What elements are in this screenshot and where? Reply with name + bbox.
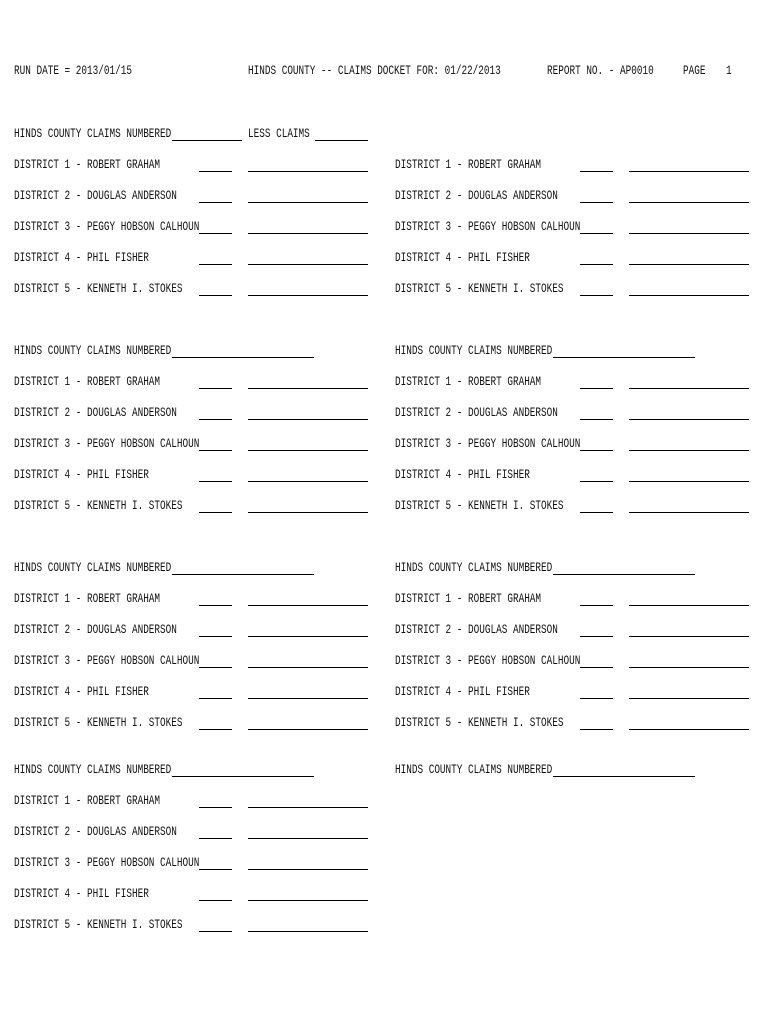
block-3-right-district-4-count-field[interactable] [580, 698, 613, 699]
block-1-left-district-2-amount-field[interactable] [248, 202, 368, 203]
block-3-right-claims-numbered-label: HINDS COUNTY CLAIMS NUMBERED [395, 560, 553, 575]
block-2-right-district-1-amount-field[interactable] [629, 388, 749, 389]
block-1-left-district-1-count-field[interactable] [199, 171, 232, 172]
block-4-left-claims-number-field[interactable] [172, 776, 314, 777]
block-2-left-district-4-label: DISTRICT 4 - PHIL FISHER [14, 467, 149, 482]
block-1-right-district-1-label: DISTRICT 1 - ROBERT GRAHAM [395, 157, 542, 172]
block-2-left-district-2-count-field[interactable] [199, 419, 232, 420]
block-4-left-district-5-label: DISTRICT 5 - KENNETH I. STOKES [14, 917, 183, 932]
block-3-left-district-5-label: DISTRICT 5 - KENNETH I. STOKES [14, 715, 183, 730]
block-1-left-district-1-label: DISTRICT 1 - ROBERT GRAHAM [14, 157, 161, 172]
block-3-right-district-5-count-field[interactable] [580, 729, 613, 730]
block-2-right-district-4-amount-field[interactable] [629, 481, 749, 482]
block-3-left-district-3-count-field[interactable] [199, 667, 232, 668]
block-3-right-district-1-count-field[interactable] [580, 605, 613, 606]
block-1-right-district-5-amount-field[interactable] [629, 295, 749, 296]
block-2-right-district-3-label: DISTRICT 3 - PEGGY HOBSON CALHOUN [395, 436, 581, 451]
block-1-right-district-1-amount-field[interactable] [629, 171, 749, 172]
block-2-left-district-1-amount-field[interactable] [248, 388, 368, 389]
block-3-right-district-2-count-field[interactable] [580, 636, 613, 637]
run-date: RUN DATE = 2013/01/15 [14, 63, 132, 78]
block-4-left-district-1-count-field[interactable] [199, 807, 232, 808]
block-2-right-district-4-label: DISTRICT 4 - PHIL FISHER [395, 467, 530, 482]
block-4-left-claims-numbered-label: HINDS COUNTY CLAIMS NUMBERED [14, 762, 172, 777]
block-2-left-district-5-count-field[interactable] [199, 512, 232, 513]
block-1-right-district-4-count-field[interactable] [580, 264, 613, 265]
block-2-right-claims-numbered-label: HINDS COUNTY CLAIMS NUMBERED [395, 343, 553, 358]
block-3-left-district-4-count-field[interactable] [199, 698, 232, 699]
block-3-left-district-2-amount-field[interactable] [248, 636, 368, 637]
block-3-left-claims-number-field[interactable] [172, 574, 314, 575]
page-label: PAGE [683, 63, 706, 78]
block-2-left-claims-number-field[interactable] [172, 357, 314, 358]
block-2-left-district-3-amount-field[interactable] [248, 450, 368, 451]
block-3-right-district-2-amount-field[interactable] [629, 636, 749, 637]
block-3-left-district-1-label: DISTRICT 1 - ROBERT GRAHAM [14, 591, 161, 606]
block-2-left-district-4-count-field[interactable] [199, 481, 232, 482]
block-3-right-district-5-label: DISTRICT 5 - KENNETH I. STOKES [395, 715, 564, 730]
block-4-left-district-4-label: DISTRICT 4 - PHIL FISHER [14, 886, 149, 901]
block-3-right-claims-number-field[interactable] [553, 574, 695, 575]
block-1-left-district-3-label: DISTRICT 3 - PEGGY HOBSON CALHOUN [14, 219, 200, 234]
block-2-left-district-4-amount-field[interactable] [248, 481, 368, 482]
block-2-right-district-5-count-field[interactable] [580, 512, 613, 513]
block-2-right-district-5-amount-field[interactable] [629, 512, 749, 513]
block-1-right-district-2-amount-field[interactable] [629, 202, 749, 203]
block-1-less-claims-label: LESS CLAIMS [248, 126, 310, 141]
block-1-right-district-5-label: DISTRICT 5 - KENNETH I. STOKES [395, 281, 564, 296]
block-4-left-district-1-amount-field[interactable] [248, 807, 368, 808]
report-number: REPORT NO. - AP0010 [547, 63, 654, 78]
block-4-left-district-1-label: DISTRICT 1 - ROBERT GRAHAM [14, 793, 161, 808]
block-3-right-district-3-amount-field[interactable] [629, 667, 749, 668]
block-1-claims-numbered-label: HINDS COUNTY CLAIMS NUMBERED [14, 126, 172, 141]
block-4-left-district-4-count-field[interactable] [199, 900, 232, 901]
block-2-right-district-2-label: DISTRICT 2 - DOUGLAS ANDERSON [395, 405, 558, 420]
block-1-left-district-4-count-field[interactable] [199, 264, 232, 265]
block-1-left-district-4-amount-field[interactable] [248, 264, 368, 265]
block-1-right-district-4-label: DISTRICT 4 - PHIL FISHER [395, 250, 530, 265]
block-4-left-district-2-amount-field[interactable] [248, 838, 368, 839]
block-1-left-district-3-amount-field[interactable] [248, 233, 368, 234]
block-2-right-district-1-label: DISTRICT 1 - ROBERT GRAHAM [395, 374, 542, 389]
block-1-left-district-5-count-field[interactable] [199, 295, 232, 296]
block-1-left-district-3-count-field[interactable] [199, 233, 232, 234]
block-4-left-district-2-label: DISTRICT 2 - DOUGLAS ANDERSON [14, 824, 177, 839]
block-4-left-district-4-amount-field[interactable] [248, 900, 368, 901]
block-4-right-claims-numbered-label: HINDS COUNTY CLAIMS NUMBERED [395, 762, 553, 777]
block-3-right-district-3-count-field[interactable] [580, 667, 613, 668]
block-4-left-district-2-count-field[interactable] [199, 838, 232, 839]
block-4-left-district-3-amount-field[interactable] [248, 869, 368, 870]
block-3-right-district-2-label: DISTRICT 2 - DOUGLAS ANDERSON [395, 622, 558, 637]
block-2-right-district-1-count-field[interactable] [580, 388, 613, 389]
block-2-right-district-5-label: DISTRICT 5 - KENNETH I. STOKES [395, 498, 564, 513]
block-1-left-district-1-amount-field[interactable] [248, 171, 368, 172]
block-1-right-district-2-label: DISTRICT 2 - DOUGLAS ANDERSON [395, 188, 558, 203]
block-1-right-district-1-count-field[interactable] [580, 171, 613, 172]
block-2-right-district-4-count-field[interactable] [580, 481, 613, 482]
block-3-left-district-5-count-field[interactable] [199, 729, 232, 730]
block-4-right-claims-number-field[interactable] [553, 776, 695, 777]
block-2-left-claims-numbered-label: HINDS COUNTY CLAIMS NUMBERED [14, 343, 172, 358]
block-2-right-district-3-count-field[interactable] [580, 450, 613, 451]
block-1-left-district-2-count-field[interactable] [199, 202, 232, 203]
block-3-left-district-2-label: DISTRICT 2 - DOUGLAS ANDERSON [14, 622, 177, 637]
block-1-claims-number-field[interactable] [172, 140, 242, 141]
block-3-right-district-4-amount-field[interactable] [629, 698, 749, 699]
block-2-left-district-5-amount-field[interactable] [248, 512, 368, 513]
block-3-left-district-4-amount-field[interactable] [248, 698, 368, 699]
block-1-right-district-3-label: DISTRICT 3 - PEGGY HOBSON CALHOUN [395, 219, 581, 234]
block-4-left-district-3-label: DISTRICT 3 - PEGGY HOBSON CALHOUN [14, 855, 200, 870]
block-3-left-claims-numbered-label: HINDS COUNTY CLAIMS NUMBERED [14, 560, 172, 575]
block-3-left-district-3-label: DISTRICT 3 - PEGGY HOBSON CALHOUN [14, 653, 200, 668]
block-2-right-district-3-amount-field[interactable] [629, 450, 749, 451]
block-2-left-district-1-count-field[interactable] [199, 388, 232, 389]
block-2-left-district-1-label: DISTRICT 1 - ROBERT GRAHAM [14, 374, 161, 389]
block-1-left-district-5-label: DISTRICT 5 - KENNETH I. STOKES [14, 281, 183, 296]
block-1-left-district-4-label: DISTRICT 4 - PHIL FISHER [14, 250, 149, 265]
block-2-left-district-2-label: DISTRICT 2 - DOUGLAS ANDERSON [14, 405, 177, 420]
block-2-left-district-3-label: DISTRICT 3 - PEGGY HOBSON CALHOUN [14, 436, 200, 451]
block-3-left-district-2-count-field[interactable] [199, 636, 232, 637]
block-3-right-district-1-label: DISTRICT 1 - ROBERT GRAHAM [395, 591, 542, 606]
report-title: HINDS COUNTY -- CLAIMS DOCKET FOR: 01/22/2013 [248, 63, 501, 78]
block-3-right-district-3-label: DISTRICT 3 - PEGGY HOBSON CALHOUN [395, 653, 581, 668]
block-3-left-district-3-amount-field[interactable] [248, 667, 368, 668]
block-4-left-district-5-count-field[interactable] [199, 931, 232, 932]
block-3-left-district-1-amount-field[interactable] [248, 605, 368, 606]
block-4-left-district-5-amount-field[interactable] [248, 931, 368, 932]
block-1-right-district-3-count-field[interactable] [580, 233, 613, 234]
block-2-right-district-2-amount-field[interactable] [629, 419, 749, 420]
block-2-left-district-3-count-field[interactable] [199, 450, 232, 451]
block-3-right-district-4-label: DISTRICT 4 - PHIL FISHER [395, 684, 530, 699]
block-2-left-district-5-label: DISTRICT 5 - KENNETH I. STOKES [14, 498, 183, 513]
block-2-right-claims-number-field[interactable] [553, 357, 695, 358]
block-3-left-district-4-label: DISTRICT 4 - PHIL FISHER [14, 684, 149, 699]
block-3-right-district-5-amount-field[interactable] [629, 729, 749, 730]
block-1-less-claims-field[interactable] [315, 140, 368, 141]
block-1-right-district-2-count-field[interactable] [580, 202, 613, 203]
block-3-left-district-5-amount-field[interactable] [248, 729, 368, 730]
block-3-right-district-1-amount-field[interactable] [629, 605, 749, 606]
block-3-left-district-1-count-field[interactable] [199, 605, 232, 606]
block-1-right-district-3-amount-field[interactable] [629, 233, 749, 234]
block-4-left-district-3-count-field[interactable] [199, 869, 232, 870]
block-1-right-district-4-amount-field[interactable] [629, 264, 749, 265]
block-2-right-district-2-count-field[interactable] [580, 419, 613, 420]
block-1-left-district-5-amount-field[interactable] [248, 295, 368, 296]
block-1-right-district-5-count-field[interactable] [580, 295, 613, 296]
block-2-left-district-2-amount-field[interactable] [248, 419, 368, 420]
block-1-left-district-2-label: DISTRICT 2 - DOUGLAS ANDERSON [14, 188, 177, 203]
page-number: 1 [726, 63, 732, 78]
